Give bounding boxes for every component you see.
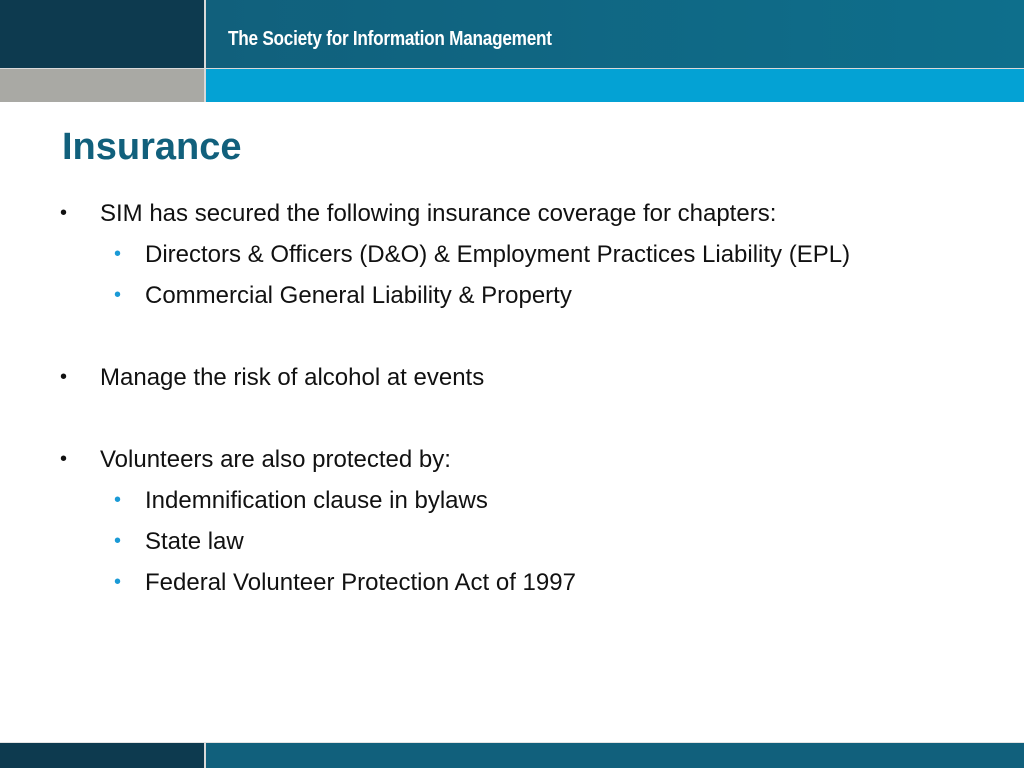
bullet-item (0, 193, 1024, 234)
footer-vertical-divider (204, 743, 206, 768)
sub-bullet-item (0, 234, 1024, 275)
bullet-spacer (0, 398, 1024, 439)
sub-bullet-text: Indemnification clause in bylaws (145, 487, 488, 514)
footer-teal-bar (206, 743, 1024, 768)
sub-bullet-dot: • (114, 284, 122, 306)
bullet-dot: • (60, 202, 68, 224)
sub-bullet-item (0, 275, 1024, 316)
sub-bullet-text: Commercial General Liability & Property (145, 282, 572, 309)
sub-bullet-dot: • (114, 489, 122, 511)
bullet-text: Volunteers are also protected by: (100, 446, 451, 473)
header-cyan-bar (206, 69, 1024, 102)
bullet-dot: • (60, 366, 68, 388)
bullet-text: Manage the risk of alcohol at events (100, 364, 485, 391)
sub-bullet-text: Directors & Officers (D&O) & Employment Practices Liability (EPL) (145, 241, 851, 268)
header-vertical-divider (204, 0, 206, 102)
bullet-list (0, 193, 1024, 603)
sub-bullet-text: State law (145, 528, 244, 555)
bullet-item (0, 357, 1024, 398)
sub-bullet-dot: • (114, 571, 122, 593)
bullet-text: SIM has secured the following insurance coverage for chapters: (100, 200, 777, 227)
header-dark-block (0, 0, 204, 68)
organization-name: The Society for Information Management (228, 28, 552, 50)
slide-title: Insurance (62, 126, 242, 168)
bullet-item (0, 439, 1024, 480)
sub-bullet-text: Federal Volunteer Protection Act of 1997 (145, 569, 576, 596)
header-horizontal-divider (0, 68, 1024, 69)
bullet-dot: • (60, 448, 68, 470)
sub-bullet-item (0, 562, 1024, 603)
header-gray-block (0, 69, 204, 102)
footer-dark-block (0, 743, 204, 768)
sub-bullet-dot: • (114, 530, 122, 552)
sub-bullet-item (0, 521, 1024, 562)
bullet-spacer (0, 316, 1024, 357)
sub-bullet-dot: • (114, 243, 122, 265)
sub-bullet-item (0, 480, 1024, 521)
